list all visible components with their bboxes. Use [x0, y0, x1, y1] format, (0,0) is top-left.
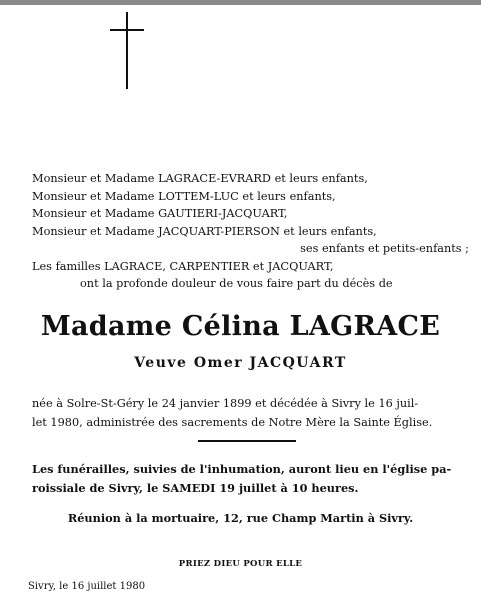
family-line-2: Monsieur et Madame LOTTEM-LUC et leurs enfants, — [32, 190, 336, 203]
funeral-line-1: Les funérailles, suivies de l'inhumation, auront lieu en l'église pa- — [32, 462, 452, 476]
details-line-2: let 1980, administrée des sacrements de Notre Mère la Sainte Église. — [32, 416, 433, 429]
funeral-line-2: roissiale de Sivry, le SAMEDI 19 juillet à 10 heures. — [32, 481, 359, 495]
other-families-line: Les familles LAGRACE, CARPENTIER et JACQUART, — [32, 260, 334, 273]
top-border — [0, 0, 481, 5]
details-line-1: née à Solre-St-Géry le 24 janvier 1899 et décédée à Sivry le 16 juil- — [32, 397, 419, 410]
intro-line: ont la profonde douleur de vous faire part du décès de — [80, 277, 393, 290]
funeral-details — [32, 460, 470, 498]
place-date: Sivry, le 16 juillet 1980 — [28, 581, 146, 592]
grandchildren-line: ses enfants et petits-enfants ; — [300, 242, 469, 255]
prayer-line: PRIEZ DIEU POUR ELLE — [178, 559, 303, 569]
widow-of: Veuve Omer JACQUART — [134, 355, 347, 371]
birth-death-details — [32, 394, 470, 432]
family-line-1: Monsieur et Madame LAGRACE-EVRARD et leurs enfants, — [32, 172, 368, 185]
family-line-4: Monsieur et Madame JACQUART-PIERSON et leurs enfants, — [32, 225, 377, 238]
divider-line — [198, 440, 296, 442]
meeting-line: Réunion à la mortuaire, 12, rue Champ Martin à Sivry. — [67, 511, 414, 525]
family-line-3: Monsieur et Madame GAUTIERI-JACQUART, — [32, 207, 288, 220]
deceased-name: Madame Célina LAGRACE — [40, 311, 441, 342]
